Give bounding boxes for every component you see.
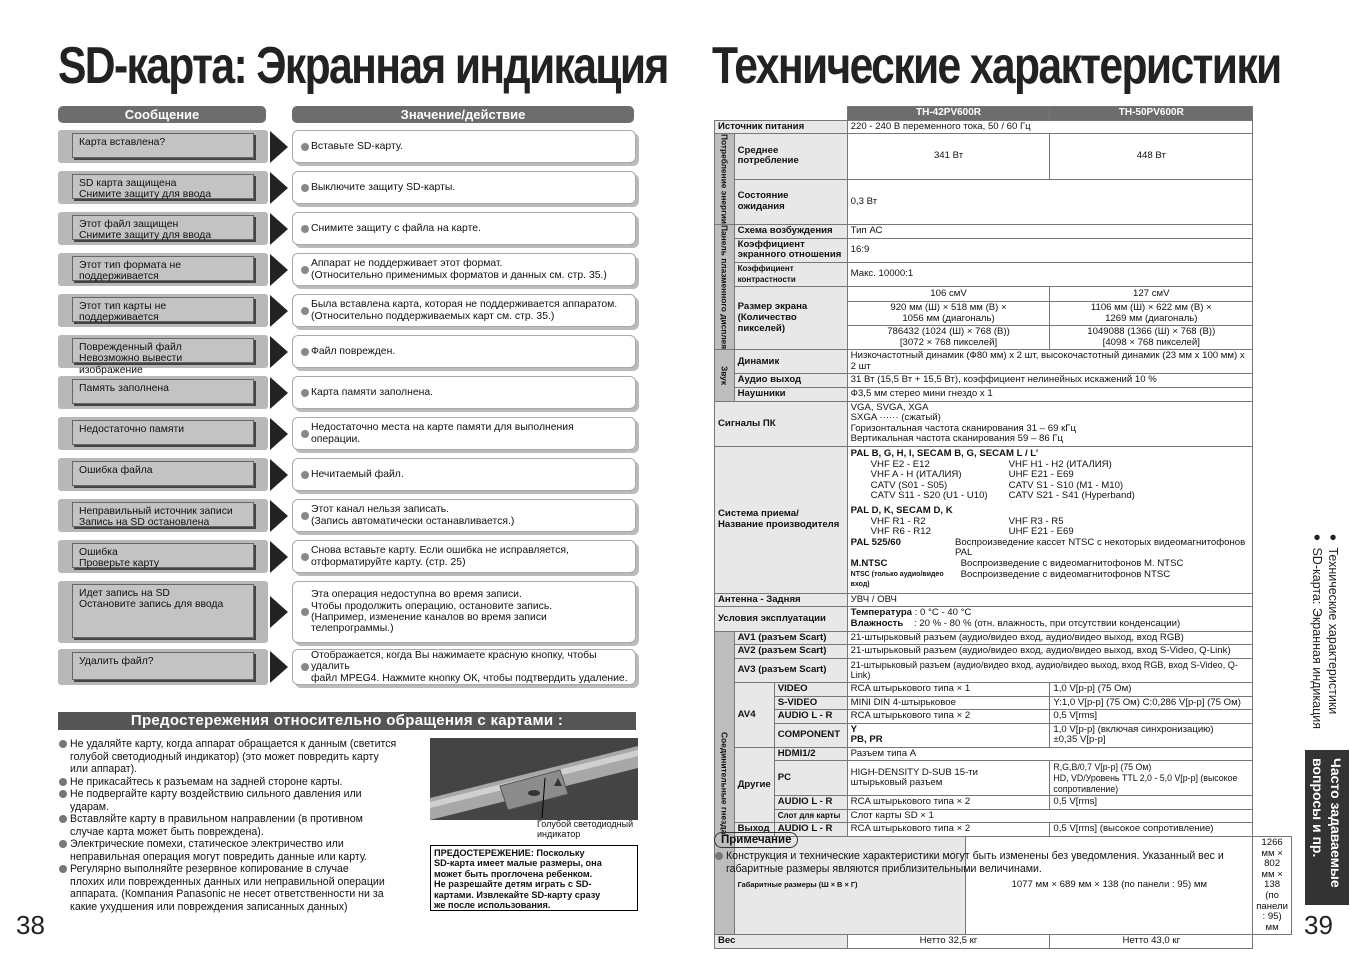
spec-value: Нетто 32,5 кг xyxy=(847,935,1050,949)
message-box xyxy=(58,171,268,204)
reception-bands: VHF R3 - R5 UHF E21 - E69 xyxy=(1008,515,1074,538)
spec-value: 341 Вт xyxy=(847,134,1050,179)
arrow-icon xyxy=(270,459,288,491)
spec-label: AUDIO L - R xyxy=(774,823,847,837)
spec-label: Источник питания xyxy=(715,120,848,134)
spec-label: Коэффициент контрастности xyxy=(734,262,847,286)
action-box xyxy=(292,649,636,685)
spec-value: 21-штырьковый разъем (аудио/видео вход, аудио/видео выход, вход RGB, вход S-Video, Q-Link) xyxy=(847,658,1253,682)
model-50: TH-50PV600R xyxy=(1050,107,1253,121)
reception-header: NTSC (только аудио/видео вход) xyxy=(850,570,944,589)
group-label: Потребление энергии xyxy=(719,134,730,225)
message-row xyxy=(58,171,636,204)
message-text: Удалить файл? xyxy=(72,652,254,680)
spec-label: AV2 (разъем Scart) xyxy=(734,645,847,659)
bullet-icon xyxy=(301,348,309,356)
warning-title: Предостережения относительно обращения с картами : xyxy=(58,712,636,730)
spec-value: 1049088 (1366 (Ш) × 768 (В)) [4098 × 768 пикселей] xyxy=(1050,326,1253,350)
spec-value: 0,3 Вт xyxy=(847,179,1253,224)
spec-label: AV3 (разъем Scart) xyxy=(734,658,847,682)
spec-value: Тип АС xyxy=(847,225,1253,239)
spec-label: COMPONENT xyxy=(774,723,847,747)
message-text: SD карта защищена Снимите защиту для ввода xyxy=(72,174,254,199)
message-text: Ошибка Проверьте карту xyxy=(72,543,254,568)
message-box xyxy=(58,253,268,286)
message-text: Идет запись на SD Остановите запись для ввода xyxy=(72,584,254,638)
action-text: Файл поврежден. xyxy=(311,345,396,357)
bullet-icon xyxy=(301,389,309,397)
message-box xyxy=(58,581,268,643)
spec-label: Аудио выход xyxy=(734,374,847,388)
arrow-icon xyxy=(270,651,288,683)
spec-value: Слот карты SD × 1 xyxy=(847,809,1253,823)
message-box xyxy=(58,649,268,685)
message-text: Ошибка файла xyxy=(72,461,254,486)
spec-value: Макс. 10000:1 xyxy=(847,262,1253,286)
message-text: Этот файл защищен Снимите защиту для ввода xyxy=(72,215,254,240)
model-42: TH-42PV600R xyxy=(847,107,1050,121)
arrow-icon xyxy=(270,254,288,286)
group-label: Панель плазменного дисплея xyxy=(719,225,730,350)
reception-bands: VHF R1 - R2 VHF R6 - R12 xyxy=(870,515,931,538)
spec-value: 220 - 240 В переменного тока, 50 / 60 Гц xyxy=(847,120,1253,134)
message-box xyxy=(58,130,268,163)
header-meaning: Значение/действие xyxy=(292,106,634,123)
action-text: Эта операция недоступна во время записи. Чтобы продолжить операцию, остановите запись. (Например, изменение каналов во время записи телепрограммы.) xyxy=(311,589,553,635)
message-row xyxy=(58,130,636,163)
spec-value: RCA штырькового типа × 2 xyxy=(847,823,1050,837)
action-box xyxy=(292,130,636,163)
action-text: Вставьте SD-карту. xyxy=(311,140,403,152)
spec-label: Динамик xyxy=(734,350,847,374)
spec-value: 106 cмV xyxy=(847,287,1050,302)
action-box xyxy=(292,417,636,450)
reception-header: PAL D, K, SECAM D, K xyxy=(850,505,953,516)
reception-value: Воспроизведение с видеомагнитофонов M. NTSC xyxy=(960,557,1184,569)
bullet-icon xyxy=(301,430,309,438)
page-number-left: 38 xyxy=(16,910,45,940)
action-text: Отображается, когда Вы нажимаете красную кнопку, чтобы удалить файл MPEG4. Нажмите кнопку ОК, чтобы подтвердить удаление. xyxy=(311,649,628,684)
spec-value: 0,5 V[rms] (высокое сопротивление) xyxy=(1050,823,1253,837)
spec-value: Нетто 43,0 кг xyxy=(1050,935,1253,949)
page-number-right: 39 xyxy=(1304,910,1333,940)
bullet-icon xyxy=(301,143,309,151)
note-title: Примечание xyxy=(714,832,798,848)
arrow-icon xyxy=(270,541,288,573)
group-label: Звук xyxy=(719,365,730,385)
action-text: Была вставлена карта, которая не поддерживается аппаратом. (Относительно поддерживаемых карт см. стр. 35.) xyxy=(311,299,618,322)
action-text: Карта памяти заполнена. xyxy=(311,386,434,398)
bullet-icon xyxy=(301,512,309,520)
spec-value: 31 Вт (15,5 Вт + 15,5 Вт), коэффициент нелинейных искажений 10 % xyxy=(847,374,1253,388)
action-box xyxy=(292,540,636,573)
spec-value: 1,0 V[p-p] (включая синхронизацию) ±0,35 V[p-p] xyxy=(1050,723,1253,747)
spec-value: 1266 мм × 802 мм × 138 (по панели : 95) мм xyxy=(1253,837,1292,935)
spec-value: 0,5 V[rms] xyxy=(1050,796,1253,810)
spec-value: 786432 (1024 (Ш) × 768 (В)) [3072 × 768 пикселей] xyxy=(847,326,1050,350)
reception-bands: VHF E2 - E12 VHF A - H (ИТАЛИЯ) CATV (S01 - S05) CATV S11 - S20 (U1 - U10) xyxy=(870,458,988,502)
spec-label: Сигналы ПК xyxy=(715,401,848,446)
cond-label: Влажность xyxy=(850,617,904,629)
action-text: Снимите защиту с файла на карте. xyxy=(311,222,481,234)
cond-label: Температура xyxy=(850,607,913,619)
bullet-icon xyxy=(301,184,309,192)
spec-label: Система приема/ Название производителя xyxy=(715,447,848,594)
message-text: Недостаточно памяти xyxy=(72,420,254,445)
message-row xyxy=(58,540,636,573)
spec-label: Коэффициент экранного отношения xyxy=(734,238,847,262)
spec-value: 16:9 xyxy=(847,238,1253,262)
warning-item: Не прикасайтесь к разъемам на задней стороне карты. xyxy=(58,776,424,789)
message-row xyxy=(58,376,636,409)
bullet-icon xyxy=(301,471,309,479)
spec-value: 1077 мм × 689 мм × 138 (по панели : 95) мм xyxy=(966,837,1253,935)
action-text: Аппарат не поддерживает этот формат. (Относительно применимых форматов и данных см. стр. 35.) xyxy=(311,258,607,281)
message-box xyxy=(58,376,268,409)
spec-value: R,G,B/0,7 V[p-p] (75 Ом) HD, VD/Уровень TTL 2,0 - 5,0 V[p-p] (высокое сопротивление) xyxy=(1050,761,1253,796)
message-box xyxy=(58,212,268,245)
spec-label: AV1 (разъем Scart) xyxy=(734,631,847,645)
reception-header: PAL 525/60 xyxy=(850,536,901,548)
spec-label: Габаритные размеры (Ш × В × Г) xyxy=(734,837,966,935)
message-text: Этот тип карты не поддерживается xyxy=(72,297,254,322)
reception-systems xyxy=(847,447,1253,594)
spec-value: 21-штырьковый разъем (аудио/видео вход, аудио/видео выход, вход S-Video, Q-Link) xyxy=(847,645,1253,659)
action-box xyxy=(292,335,636,368)
message-row xyxy=(58,335,636,376)
message-row xyxy=(58,253,636,286)
message-text: Память заполнена xyxy=(72,379,254,404)
bullet-icon xyxy=(301,663,309,671)
bullet-icon xyxy=(301,307,309,315)
arrow-icon xyxy=(270,596,288,628)
spec-label: Схема возбуждения xyxy=(734,225,847,239)
cond-value: : 20 % - 80 % (отн. влажность, при отсутствии конденсации) xyxy=(903,617,1181,629)
action-box xyxy=(292,253,636,286)
caution-box: ПРЕДОСТЕРЕЖЕНИЕ: Поскольку SD-карта имеет малые размеры, она может быть проглочена ребенком. Не разрешайте детям играть с SD- картами. Извлекайте SD-карту сразу же после использования. xyxy=(430,845,638,911)
sd-card-slot-photo xyxy=(430,738,638,820)
spec-label: Вес xyxy=(715,935,848,949)
spec-label: PC xyxy=(774,761,847,796)
spec-value: RCA штырькового типа × 2 xyxy=(847,710,1050,724)
reception-bands: VHF H1 - H2 (ИТАЛИЯ) UHF E21 - E69 CATV S1 - S10 (M1 - M10) CATV S21 - S41 (Hyperband) xyxy=(1008,458,1135,502)
reception-header: PAL B, G, H, I, SECAM B, G, SECAM L / L’ xyxy=(850,448,1039,460)
message-box xyxy=(58,540,268,573)
message-row xyxy=(58,212,636,245)
spec-label: Среднее потребление xyxy=(734,134,847,179)
spec-label: Размер экрана (Количество пикселей) xyxy=(734,287,847,350)
arrow-icon xyxy=(270,377,288,409)
spec-label: Условия эксплуатации xyxy=(715,607,848,631)
spec-value: HIGH-DENSITY D-SUB 15-ти штырьковый разъем xyxy=(847,761,1050,796)
spec-label: AUDIO L - R xyxy=(774,796,847,810)
spec-value: RCA штырькового типа × 1 xyxy=(847,682,1050,696)
spec-label: HDMI1/2 xyxy=(774,747,847,761)
header-message: Сообщение xyxy=(58,106,266,123)
warning-item: Электрические помехи, статическое электричество или неправильная операция могут повредить данные или карту. xyxy=(58,838,424,863)
arrow-icon xyxy=(270,172,288,204)
bullet-icon xyxy=(301,225,309,233)
message-box xyxy=(58,335,268,376)
message-box xyxy=(58,417,268,450)
action-box xyxy=(292,499,636,532)
message-text: Неправильный источник записи Запись на SD остановлена xyxy=(72,502,254,527)
side-index-tab[interactable]: Часто задаваемые вопросы и пр. xyxy=(1305,750,1349,905)
spec-value: Y:1,0 V[p-p] (75 Ом) C:0,286 V[p-p] (75 Ом) xyxy=(1050,696,1253,710)
bullet-icon xyxy=(301,266,309,274)
reception-value: Воспроизведение кассет NTSC с некоторых видеомагнитофонов PAL xyxy=(954,536,1246,559)
spec-label: S-VIDEO xyxy=(774,696,847,710)
action-box xyxy=(292,294,636,327)
message-text: Карта вставлена? xyxy=(72,133,254,158)
bullet-icon xyxy=(301,553,309,561)
spec-value: Разъем типа A xyxy=(847,747,1253,761)
message-text: Этот тип формата не поддерживается xyxy=(72,256,254,281)
message-row xyxy=(58,499,636,532)
arrow-icon xyxy=(270,336,288,368)
spec-value: 1,0 V[p-p] (75 Ом) xyxy=(1050,682,1253,696)
arrow-icon xyxy=(270,213,288,245)
spec-value: Y PB, PR xyxy=(847,723,1050,747)
action-box xyxy=(292,376,636,409)
spec-label: Слот для карты xyxy=(774,809,847,823)
spec-label: AUDIO L - R xyxy=(774,710,847,724)
spec-label: VIDEO xyxy=(774,682,847,696)
spec-label: Наушники xyxy=(734,388,847,402)
warning-item: Регулярно выполняйте резервное копирование в случае плохих или поврежденных данных или неправильной операции аппарата. (Компания Panasonic не несет ответственности ни за какие ухудшения или повреждения записанных данных) xyxy=(58,863,424,913)
arrow-icon xyxy=(270,295,288,327)
action-text: Выключите защиту SD-карты. xyxy=(311,181,456,193)
warning-list xyxy=(58,738,424,913)
arrow-icon xyxy=(270,131,288,163)
spec-table xyxy=(714,106,1292,949)
spec-value: Ф3,5 мм стерео мини гнездо x 1 xyxy=(847,388,1253,402)
spec-label: Антенна - Задняя xyxy=(715,593,848,607)
spec-value: УВЧ / ОВЧ xyxy=(847,593,1253,607)
message-box xyxy=(58,294,268,327)
message-box xyxy=(58,499,268,532)
cond-value: : 0 °C - 40 °C xyxy=(912,607,972,619)
bullet-icon xyxy=(301,608,309,616)
reception-value: Воспроизведение с видеомагнитофонов NTSC xyxy=(960,568,1171,580)
led-caption: Голубой светодиодный индикатор xyxy=(537,819,634,839)
action-box xyxy=(292,171,636,204)
action-text: Недостаточно места на карте памяти для выполнения операции. xyxy=(311,422,574,445)
message-row xyxy=(58,581,636,643)
spec-value: 448 Вт xyxy=(1050,134,1253,179)
spec-value: RCA штырькового типа × 2 xyxy=(847,796,1050,810)
conditions xyxy=(847,607,1253,631)
message-text: Поврежденный файл Невозможно вывести изображение xyxy=(72,338,254,363)
action-box xyxy=(292,458,636,491)
page-title-left: SD-карта: Экранная индикация xyxy=(58,37,668,95)
action-text: Нечитаемый файл. xyxy=(311,468,404,480)
reception-header: M.NTSC xyxy=(850,557,888,569)
spec-value: 1106 мм (Ш) × 622 мм (В) × 1269 мм (диагональ) xyxy=(1050,301,1253,325)
message-row xyxy=(58,294,636,327)
arrow-icon xyxy=(270,418,288,450)
spec-value: Низкочастотный динамик (Ф80 мм) x 2 шт, высокочастотный динамик (23 мм x 100 мм) x 2 шт xyxy=(847,350,1253,374)
side-index xyxy=(1305,500,1349,930)
spec-label: Выход xyxy=(734,823,774,837)
spec-value: 920 мм (Ш) × 518 мм (В) × 1056 мм (диагональ) xyxy=(847,301,1050,325)
spec-value: 0,5 V[rms] xyxy=(1050,710,1253,724)
message-box xyxy=(58,458,268,491)
spec-label: AV4 xyxy=(734,682,774,747)
message-row xyxy=(58,458,636,491)
spec-value: VGA, SVGA, XGA SXGA ······ (сжатый) Горизонтальная частота сканирования 31 – 69 кГц Вертикальная частота сканирования 59 – 86 Гц xyxy=(847,401,1253,446)
spec-value: MINI DIN 4-штырьковое xyxy=(847,696,1050,710)
side-index-text: ● Технические характеристики ● SD-карта: Экранная индикация xyxy=(1310,530,1340,729)
warning-item: Не подвергайте карту воздействию сильного давления или ударам. xyxy=(58,788,424,813)
spec-value: 21-штырьковый разъем (аудио/видео вход, аудио/видео выход, вход RGB) xyxy=(847,631,1253,645)
group-label: Соединительные гнезда xyxy=(719,731,730,835)
note-text: Конструкция и технические характеристики могут быть изменены без уведомления. Указанный вес и габаритные размеры являются приблизительными величинами. xyxy=(714,850,1289,876)
spec-value: 127 cмV xyxy=(1050,287,1253,302)
page-title-right: Технические характеристики xyxy=(712,37,1281,95)
message-row xyxy=(58,417,636,450)
arrow-icon xyxy=(270,500,288,532)
action-text: Снова вставьте карту. Если ошибка не исправляется, отформатируйте карту. (стр. 25) xyxy=(311,545,569,568)
spec-label: Состояние ожидания xyxy=(734,179,847,224)
warning-item: Вставляйте карту в правильном направлении (в противном случае карта может быть повреждена). xyxy=(58,813,424,838)
spec-label: Другие xyxy=(734,747,774,823)
warning-item: Не удаляйте карту, когда аппарат обращается к данным (светится голубой светодиодный индикатор) (это может повредить карту или аппарат). xyxy=(58,738,424,776)
action-box xyxy=(292,581,636,643)
message-row xyxy=(58,649,636,685)
action-box xyxy=(292,212,636,245)
action-text: Этот канал нельзя записать. (Запись автоматически останавливается.) xyxy=(311,504,515,527)
